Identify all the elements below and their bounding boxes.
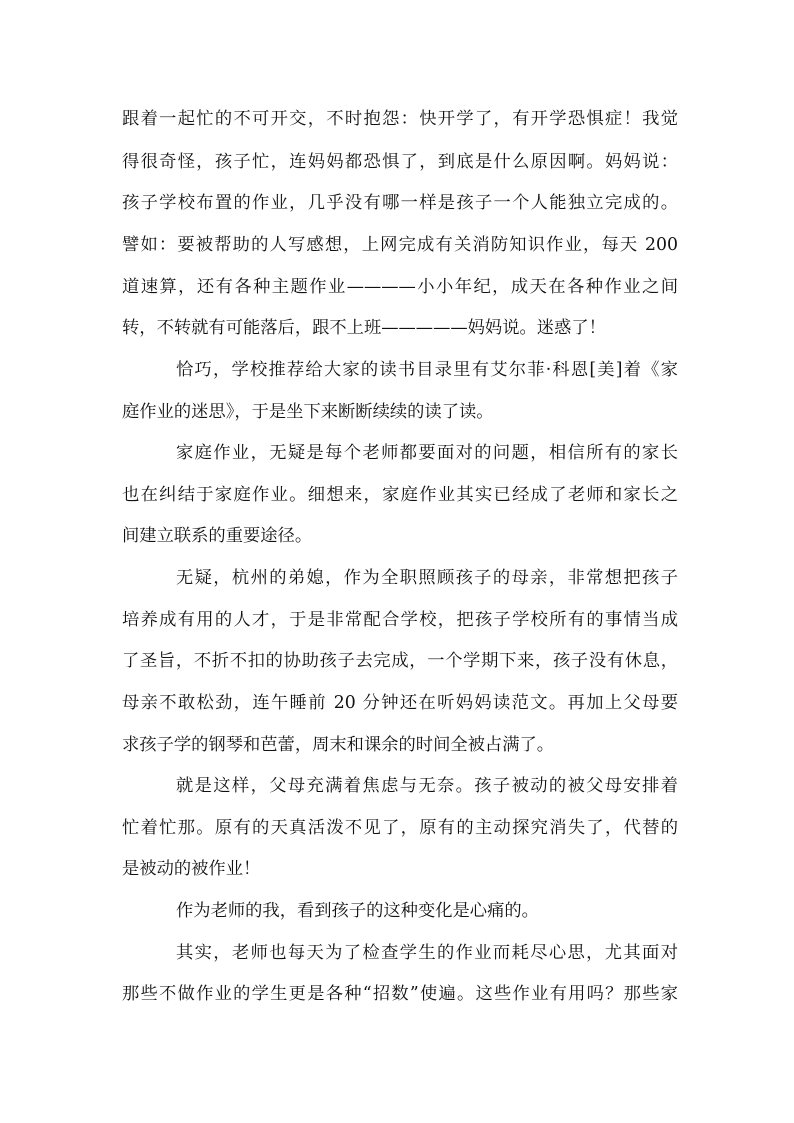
- text-line: 求孩子学的钢琴和芭蕾，周末和课余的时间全被占满了。: [122, 735, 555, 755]
- paragraph-first-line: 就是这样，父母充满着焦虑与无奈。孩子被动的被父母安排着: [176, 776, 678, 796]
- paragraph-first-line: 无疑，杭州的弟媳，作为全职照顾孩子的母亲，非常想把孩子: [176, 568, 678, 588]
- text-line: 道速算，还有各种主题作业————小小年纪，成天在各种作业之间: [122, 277, 678, 297]
- paragraph-first-line: 恰巧，学校推荐给大家的读书目录里有艾尔菲·科恩[美]着《家: [176, 360, 678, 380]
- paragraph-first-line: 其实，老师也每天为了检查学生的作业而耗尽心思，尤其面对: [176, 943, 678, 963]
- paragraph-first-line: 作为老师的我，看到孩子的这种变化是心痛的。: [176, 901, 539, 921]
- text-line: 转，不转就有可能落后，跟不上班—————妈妈说。迷惑了！: [122, 318, 606, 338]
- text-line: 培养成有用的人才，于是非常配合学校，把孩子学校所有的事情当成: [122, 610, 678, 630]
- text-line: 母亲不敢松劲，连午睡前 20 分钟还在听妈妈读范文。再加上父母要: [122, 693, 678, 713]
- text-line: 也在纠结于家庭作业。细想来，家庭作业其实已经成了老师和家长之: [122, 485, 678, 505]
- text-line: 那些不做作业的学生更是各种“招数”使遍。这些作业有用吗？那些家: [122, 984, 678, 1004]
- text-line: 是被动的被作业！: [122, 859, 261, 879]
- text-line: 得很奇怪，孩子忙，连妈妈都恐惧了，到底是什么原因啊。妈妈说：: [122, 152, 678, 172]
- paragraph-first-line: 家庭作业，无疑是每个老师都要面对的问题，相信所有的家长: [176, 443, 678, 463]
- text-line: 忙着忙那。原有的天真活泼不见了，原有的主动探究消失了，代替的: [122, 818, 678, 838]
- text-line: 庭作业的迷思》，于是坐下来断断续续的读了读。: [122, 402, 494, 422]
- text-line: 了圣旨，不折不扣的协助孩子去完成，一个学期下来，孩子没有休息，: [122, 651, 678, 671]
- text-line: 孩子学校布置的作业，几乎没有哪一样是孩子一个人能独立完成的。: [122, 193, 678, 213]
- text-line: 跟着一起忙的不可开交，不时抱怨：快开学了，有开学恐惧症！我觉: [122, 109, 678, 129]
- text-line: 譬如：要被帮助的人写感想，上网完成有关消防知识作业，每天 200: [122, 235, 678, 255]
- text-line: 间建立联系的重要途径。: [122, 526, 313, 546]
